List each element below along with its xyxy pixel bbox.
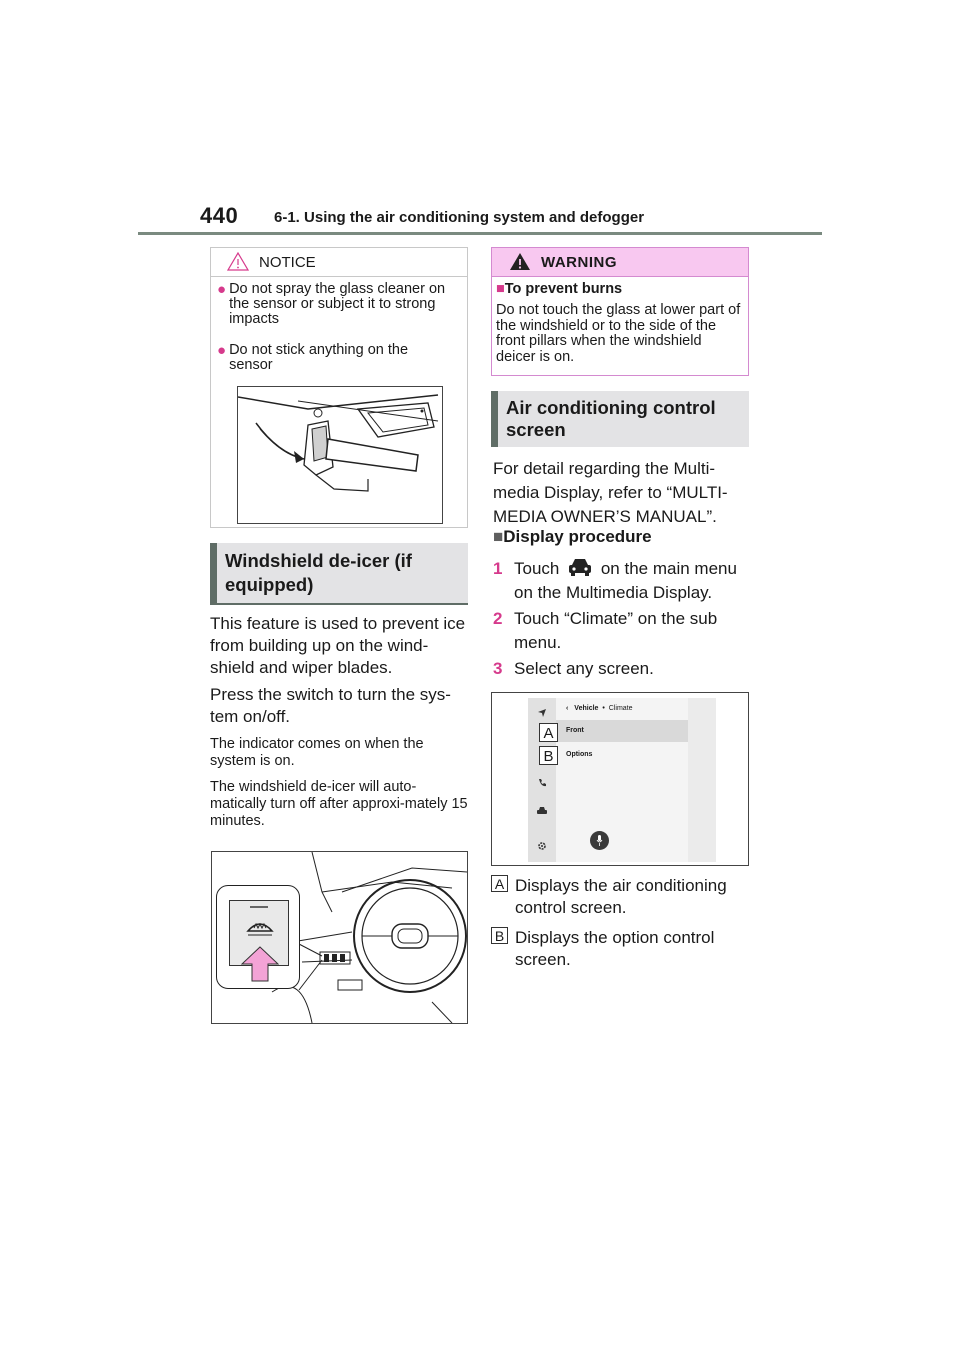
warning-header <box>492 248 748 277</box>
vehicle-icon[interactable] <box>536 806 548 816</box>
microphone-button[interactable] <box>590 831 609 850</box>
notice-header <box>211 248 467 277</box>
deicer-para-1: This feature is used to prevent ice from building up on the wind-shield and wiper blades. <box>210 614 466 677</box>
step-number: 3 <box>493 659 503 678</box>
ac-heading <box>491 391 749 447</box>
deicer-heading-line2: equipped) <box>225 574 314 595</box>
step-text: Select any screen. <box>514 659 654 678</box>
breadcrumb-climate: Climate <box>608 705 633 712</box>
notice-item <box>217 282 451 327</box>
notice-item-text: Do not spray the glass cleaner on the sensor or subject it to strong impacts <box>229 281 446 327</box>
deicer-note-2: The windshield de-icer will auto-matically turn off after approxi-mately 15 minutes. <box>210 779 468 829</box>
menu-item-options-label: Options <box>566 751 593 758</box>
screen-right-pane <box>688 698 716 862</box>
deicer-para-2: Press the switch to turn the sys-tem on/off. <box>210 685 451 726</box>
step-number: 2 <box>493 609 503 628</box>
gear-icon[interactable] <box>537 841 547 851</box>
square-bullet-icon: ■ <box>493 527 504 546</box>
procedure-title-row <box>493 526 652 548</box>
step-number: 1 <box>493 559 503 578</box>
phone-icon[interactable] <box>537 778 547 788</box>
microphone-icon <box>596 835 603 846</box>
legend-item-a <box>491 875 753 919</box>
indicator-light <box>250 906 268 908</box>
legend-key: A <box>491 875 508 892</box>
navigation-icon[interactable] <box>537 708 547 718</box>
notice-box <box>210 247 468 528</box>
climate-screen-figure <box>491 692 749 866</box>
warning-title: WARNING <box>541 254 617 271</box>
ac-heading-line1: Air conditioning control <box>506 397 716 418</box>
callout-label-a: A <box>539 723 558 742</box>
menu-item-front[interactable] <box>556 720 688 742</box>
deicer-switch-callout <box>216 885 300 989</box>
deicer-heading <box>210 543 468 603</box>
warning-box <box>491 247 749 376</box>
windshield-deicer-icon <box>246 915 274 937</box>
notice-title: NOTICE <box>259 254 316 271</box>
warning-triangle-icon <box>509 252 531 271</box>
menu-item-options[interactable] <box>556 744 688 766</box>
breadcrumb <box>566 705 633 712</box>
climate-submenu <box>556 698 688 862</box>
warning-body: Do not touch the glass at lower part of the windshield or to the side of the front pillars when the windshield deicer is on. <box>496 302 741 365</box>
step-3 <box>493 657 753 681</box>
warning-subtitle: To prevent burns <box>504 281 623 297</box>
step-text: Touch “Climate” on the sub menu. <box>514 609 718 652</box>
sensor-illustration <box>237 386 443 524</box>
section-title: 6-1. Using the air conditioning system and defogger <box>274 209 645 226</box>
deicer-heading-rule <box>210 603 468 605</box>
bullet-dot-icon: ● <box>217 342 227 359</box>
sensor-drawing <box>238 387 442 523</box>
warning-subtitle-row <box>496 281 622 297</box>
legend-key: B <box>491 927 508 944</box>
ac-heading-line2: screen <box>506 419 566 440</box>
menu-item-front-label: Front <box>566 727 584 734</box>
page-number: 440 <box>200 203 239 228</box>
square-bullet-icon: ■ <box>496 281 505 297</box>
deicer-heading-line1: Windshield de-icer (if <box>225 550 412 571</box>
step-text-pre: Touch <box>514 559 560 578</box>
back-chevron-icon[interactable]: ‹ <box>566 705 569 712</box>
callout-label-b: B <box>539 746 558 765</box>
bullet-dot-icon: ● <box>217 281 227 298</box>
step-text-post: on the main menu on the Multimedia Display. <box>514 559 737 602</box>
dashboard-illustration <box>211 851 468 1024</box>
header-rule <box>138 232 822 235</box>
step-2 <box>493 607 753 655</box>
legend-text: Displays the option control screen. <box>515 928 715 969</box>
deicer-note-1: The indicator comes on when the system is on. <box>210 736 424 769</box>
legend-text: Displays the air conditioning control screen. <box>515 876 727 917</box>
caution-triangle-icon <box>227 252 249 271</box>
notice-item-text: Do not stick anything on the sensor <box>229 342 409 373</box>
procedure-title: Display procedure <box>503 527 652 546</box>
notice-item <box>217 343 451 373</box>
vehicle-icon <box>567 557 593 577</box>
step-1 <box>493 557 753 605</box>
press-arrow-icon <box>241 946 279 982</box>
breadcrumb-separator: • <box>602 705 605 712</box>
legend-item-b <box>491 927 753 971</box>
ac-intro: For detail regarding the Multi-media Display, refer to “MULTI-MEDIA OWNER’S MANUAL”. <box>493 459 728 526</box>
breadcrumb-vehicle[interactable]: Vehicle <box>574 705 599 712</box>
